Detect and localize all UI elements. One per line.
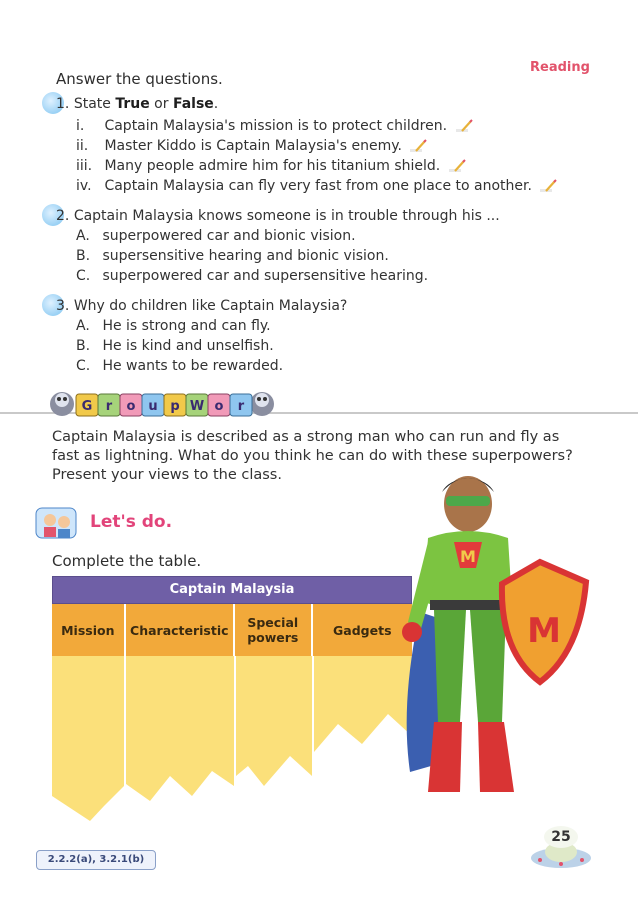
hero-boot — [428, 722, 462, 792]
q2-option-text: superpowered car and bionic vision. — [102, 228, 356, 244]
lets-do-heading: Let's do. — [90, 512, 173, 532]
q1-item — [76, 118, 474, 134]
group-work-letter: r — [237, 399, 245, 414]
q1-item — [76, 178, 558, 194]
q2-option[interactable] — [76, 228, 356, 244]
q3-option-letter: B. — [76, 338, 91, 354]
q3-option-text: He wants to be rewarded. — [102, 358, 284, 374]
q2-option[interactable] — [76, 268, 428, 284]
q1-item-roman: i. — [76, 118, 85, 134]
q1-true: True — [115, 96, 150, 112]
group-work-letter: o — [214, 399, 224, 414]
q1-item — [76, 158, 467, 174]
q1-item-text: Master Kiddo is Captain Malaysia's enemy. — [104, 138, 402, 154]
q1-item-text: Many people admire him for his titanium shield. — [104, 158, 441, 174]
table-cell-characteristic[interactable] — [126, 656, 234, 801]
instruction-heading: Answer the questions. — [56, 70, 223, 88]
q1-item-text: Captain Malaysia's mission is to protect children. — [104, 118, 448, 134]
q1-false: False — [172, 96, 214, 112]
svg-text:M: M — [460, 547, 476, 566]
group-work-badge — [46, 380, 286, 424]
group-work-line: Captain Malaysia is described as a strong man who can run and fly as — [52, 429, 560, 445]
q1-item — [76, 138, 428, 154]
pencil-icon[interactable] — [456, 119, 474, 133]
q2-option-text: supersensitive hearing and bionic vision. — [102, 248, 389, 264]
group-work-letter: k — [262, 389, 264, 390]
kids-activity-icon — [30, 500, 86, 546]
captain-malaysia-table — [52, 576, 412, 826]
group-work-letter: u — [148, 399, 158, 414]
q1-item-text: Captain Malaysia can fly very fast from one place to another. — [104, 178, 532, 194]
table-title: Captain Malaysia — [52, 576, 412, 604]
group-work-line: Present your views to the class. — [52, 467, 282, 483]
q2-number: 2. — [56, 208, 70, 224]
q1-number: 1. — [56, 96, 70, 112]
svg-text:M: M — [527, 611, 561, 651]
learning-standard-code: 2.2.2(a), 3.2.1(b) — [36, 850, 156, 870]
pencil-icon[interactable] — [540, 179, 558, 193]
q3-option-letter: A. — [76, 318, 90, 334]
q2-option-letter: B. — [76, 248, 91, 264]
q2-option-letter: A. — [76, 228, 90, 244]
table-header-row — [52, 604, 412, 656]
column-header-gadgets: Gadgets — [313, 604, 412, 656]
group-work-letter: G — [81, 399, 93, 414]
hero-boot — [478, 722, 514, 792]
q1-item-roman: ii. — [76, 138, 89, 154]
q3-option-text: He is strong and can fly. — [102, 318, 271, 334]
q1-prompt-or: or — [149, 96, 173, 112]
page-number: 25 — [544, 826, 578, 848]
q2-option-letter: C. — [76, 268, 91, 284]
hero-mask — [446, 496, 490, 506]
column-header-mission: Mission — [52, 604, 126, 656]
q3-prompt — [56, 298, 347, 314]
robot-mascot-icon — [50, 392, 74, 416]
complete-table-instruction: Complete the table. — [52, 552, 202, 570]
q3-option[interactable] — [76, 318, 271, 334]
q3-option-text: He is kind and unselfish. — [102, 338, 274, 354]
table-body — [52, 656, 412, 826]
group-work-letter: r — [105, 399, 113, 414]
q2-option[interactable] — [76, 248, 389, 264]
q1-prompt-pre: State — [73, 96, 116, 112]
q3-option[interactable] — [76, 338, 274, 354]
q1-prompt — [56, 96, 218, 112]
robot-mascot-icon — [250, 392, 274, 416]
q3-prompt-text: Why do children like Captain Malaysia? — [73, 298, 348, 314]
table-cell-special-powers[interactable] — [236, 656, 312, 786]
captain-malaysia-illustration — [390, 472, 590, 816]
q3-option[interactable] — [76, 358, 283, 374]
q1-item-roman: iii. — [76, 158, 93, 174]
group-work-letter: p — [170, 399, 180, 414]
section-tag: Reading — [530, 60, 590, 75]
group-work-line: fast as lightning. What do you think he can do with these superpowers? — [52, 448, 573, 464]
q2-prompt-text: Captain Malaysia knows someone is in trouble through his ... — [73, 208, 500, 224]
q2-prompt — [56, 208, 500, 224]
pencil-icon[interactable] — [410, 139, 428, 153]
table-cell-mission[interactable] — [52, 656, 124, 821]
column-header-characteristic: Characteristic — [126, 604, 235, 656]
group-work-letter: W — [189, 399, 205, 414]
q2-option-text: superpowered car and supersensitive hearing. — [102, 268, 429, 284]
pencil-icon[interactable] — [449, 159, 467, 173]
q3-number: 3. — [56, 298, 70, 314]
column-header-special-powers: Special powers — [235, 604, 313, 656]
group-work-letter: o — [126, 399, 136, 414]
q1-prompt-post: . — [213, 96, 219, 112]
q1-item-roman: iv. — [76, 178, 92, 194]
q3-option-letter: C. — [76, 358, 91, 374]
